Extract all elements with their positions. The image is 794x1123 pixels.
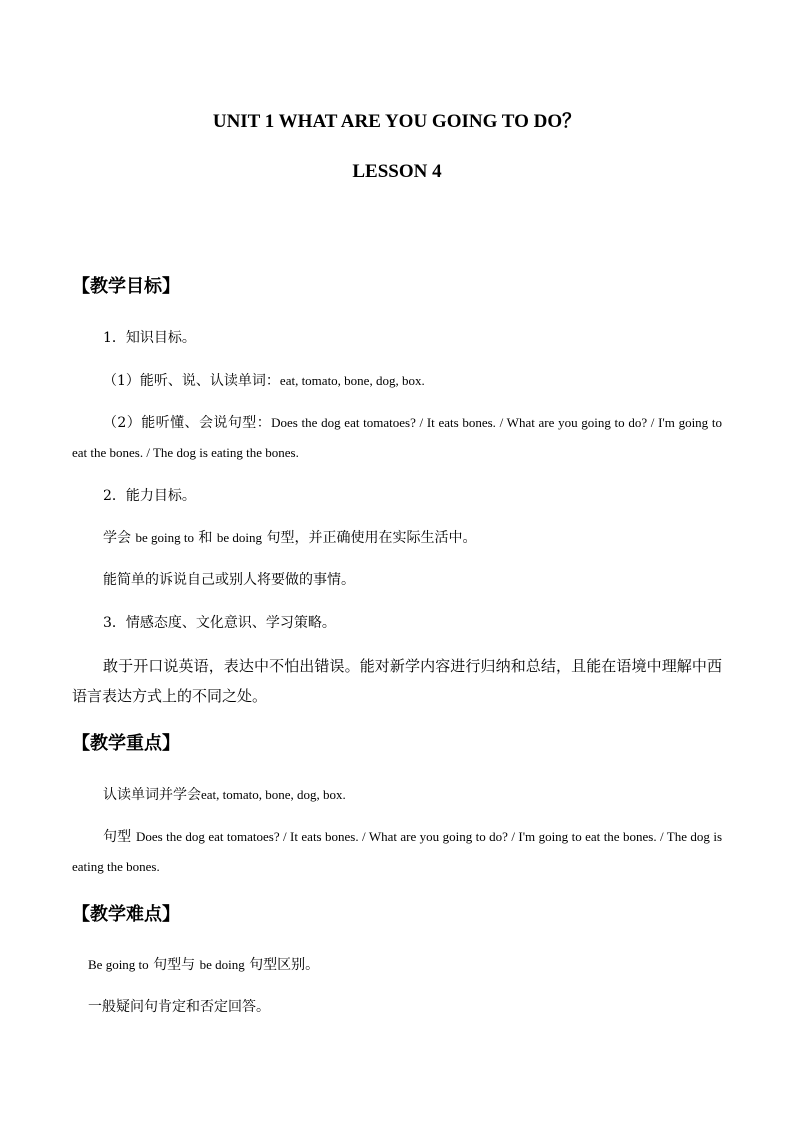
document-title: UNIT 1 WHAT ARE YOU GOING TO DO？ [212, 111, 582, 132]
difficulties-text-c: be doing [199, 957, 245, 972]
sentence-paragraph [72, 408, 722, 468]
key-points-line-1 [103, 785, 346, 805]
key-points-line2-prefix: 句型 [103, 829, 132, 845]
knowledge-objective-label: 1．知识目标。 [103, 330, 196, 346]
ability-text-e: 句型，并正确使用在实际生活中。 [266, 530, 477, 546]
vocab-line [103, 371, 425, 391]
vocab-prefix: （1）能听、说、认读单词： [103, 373, 280, 389]
key-points-line1-words: eat, tomato, bone, dog, box. [201, 787, 346, 802]
key-points-line1-prefix: 认读单词并学会 [103, 787, 201, 803]
key-points-heading: 【教学重点】 [72, 733, 180, 754]
key-points-line2-text: Does the dog eat tomatoes? / It eats bones. / What are you going to do? / I'm going to eat the bones. / The dog is eating the bones. [72, 829, 723, 874]
difficulties-line-1 [88, 955, 319, 975]
difficulties-heading: 【教学难点】 [72, 904, 180, 925]
objectives-heading: 【教学目标】 [72, 276, 180, 297]
attitude-objective-label: 3．情感态度、文化意识、学习策略。 [103, 615, 336, 631]
sentence-text: Does the dog eat tomatoes? / It eats bones. / What are you going to do? / I'm going to eat the bones. / The dog is eating the bones. [72, 415, 722, 460]
difficulties-text-d: 句型区别。 [249, 957, 320, 973]
ability-text-d: be doing [216, 530, 262, 545]
key-points-paragraph [72, 822, 722, 882]
lesson-subtitle: LESSON 4 [352, 161, 442, 182]
ability-text-c: 和 [198, 530, 213, 546]
sentence-prefix: （2）能听懂、会说句型： [103, 415, 272, 431]
ability-line-1 [103, 528, 476, 548]
attitude-paragraph: 敢于开口说英语，表达中不怕出错误。能对新学内容进行归纳和总结，且能在语境中理解中西语言表达方式上的不同之处。 [72, 657, 722, 705]
difficulties-text-a: Be going to [88, 957, 149, 972]
ability-line-2: 能简单的诉说自己或别人将要做的事情。 [103, 572, 355, 588]
ability-text-b: be going to [135, 530, 194, 545]
ability-text-a: 学会 [103, 530, 131, 546]
difficulties-text-b: 句型与 [153, 957, 196, 973]
ability-objective-label: 2．能力目标。 [103, 488, 196, 504]
difficulties-line-2: 一般疑问句肯定和否定回答。 [88, 999, 270, 1015]
vocab-words: eat, tomato, bone, dog, box. [279, 373, 425, 388]
